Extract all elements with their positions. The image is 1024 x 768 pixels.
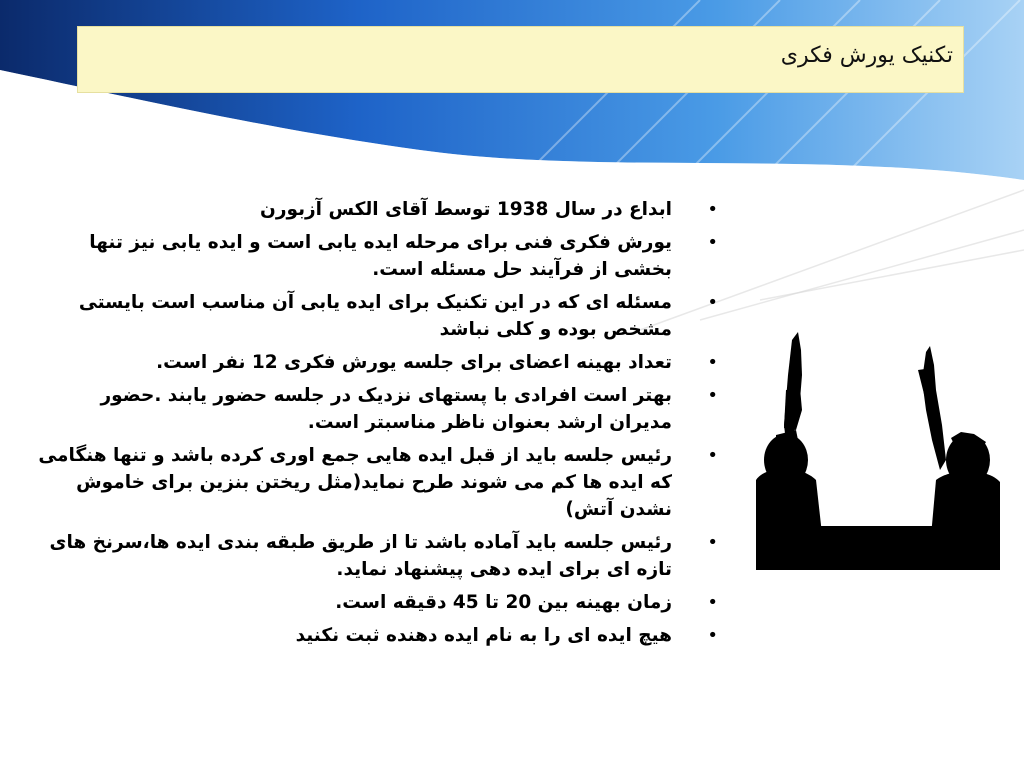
bullet-list xyxy=(38,196,718,655)
bullet-item: • یورش فکری فنی برای مرحله ایده یابی است و ایده یابی نیز تنها بخشی از فرآیند حل مسئله است. xyxy=(38,229,718,283)
bullet-item: • تعداد بهینه اعضای برای جلسه یورش فکری 12 نفر است. xyxy=(38,349,718,376)
bullet-item: • رئیس جلسه باید از قبل ایده هایی جمع اوری کرده باشد و تنها هنگامی که ایده ها کم می شوند طرح نماید(مثل ریختن بنزین برای خاموش نشدن آتش) xyxy=(38,442,718,523)
slide-title: تکنیک یورش فکری xyxy=(780,43,953,68)
title-bar xyxy=(77,26,964,93)
bullet-item: • ابداع در سال 1938 توسط آقای الکس آزبورن xyxy=(38,196,718,223)
bullet-item: • زمان بهینه بین 20 تا 45 دقیقه است. xyxy=(38,589,718,616)
raised-hands-icon xyxy=(756,330,1000,570)
bullet-item: • بهتر است افرادی با پستهای نزدیک در جلسه حضور یابند .حضور مدیران ارشد بعنوان ناظر مناسبتر است. xyxy=(38,382,718,436)
bullet-item: • هیچ ایده ای را به نام ایده دهنده ثبت نکنید xyxy=(38,622,718,649)
bullet-item: • مسئله ای که در این تکنیک برای ایده یابی آن مناسب است بایستی مشخص بوده و کلی نباشد xyxy=(38,289,718,343)
bullet-item: • رئیس جلسه باید آماده باشد تا از طریق طبقه بندی ایده ها،سرنخ های تازه ای برای ایده دهی پیشنهاد نماید. xyxy=(38,529,718,583)
